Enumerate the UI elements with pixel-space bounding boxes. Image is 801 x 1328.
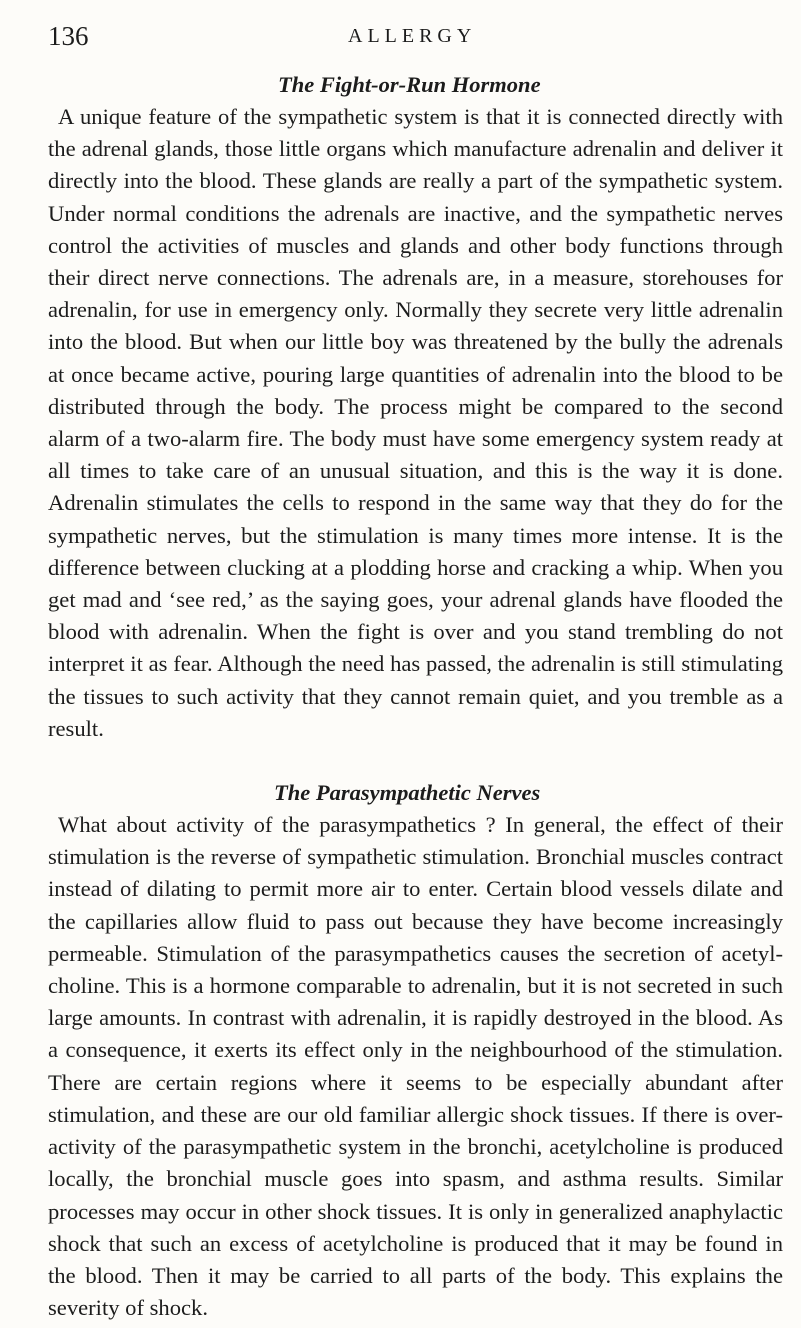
paragraph-parasympathetic: What about activity of the parasympathetics ? In general, the effect of their stimulation is the reverse of sympathetic stimulation. Bronchial muscles contract instead of dilating to permit more air to enter. Certain blood vessels dilate and the capillaries allow fluid to pass out because they have become increasingly permeable. Stimulation of the parasympathetics causes the secretion of acetylcholine. This is a hormone comparable to adrenalin, but it is not secreted in such large amounts. In contrast with adrenalin, it is rapidly destroyed in the blood. As a consequence, it exerts its effect only in the neighbourhood of the stimulation. There are certain regions where it seems to be especially abundant after stimulation, and these are our old familiar allergic shock tissues. If there is over-activity of the parasympathetic system in the bronchi, acetylcholine is produced locally, the bronchial muscle goes into spasm, and asthma results. Similar processes may occur in other shock tissues. It is only in generalized anaphylactic shock that such an excess of acetylcholine is produced that it may be found in the blood. Then it may be carried to all parts of the body. This explains the severity of shock. (48, 812, 783, 1321)
running-head: ALLERGY (348, 25, 477, 47)
section-heading-fight-or-run: The Fight-or-Run Hormone (278, 72, 541, 97)
body-text (48, 69, 783, 1324)
paragraph-fight-or-run: A unique feature of the sympathetic system is that it is connected directly with the adrenal glands, those little organs which manufacture adrenalin and deliver it directly into the blood. These glands are really a part of the sympathetic system. Under normal conditions the adrenals are inactive, and the sympathetic nerves control the activities of muscles and glands and other body functions through their direct nerve connections. The adrenals are, in a measure, storehouses for adrenalin, for use in emergency only. Normally they secrete very little adrenalin into the blood. But when our little boy was threatened by the bully the adrenals at once became active, pouring large quantities of adrenalin into the blood to be distributed through the body. The process might be compared to the second alarm of a two-alarm fire. The body must have some emergency system ready at all times to take care of an unusual situation, and this is the way it is done. Adrenalin stimulates the cells to respond in the same way that they do for the sympathetic nerves, but the stimulation is many times more intense. It is the difference between clucking at a plodding horse and cracking a whip. When you get mad and ‘see red,’ as the saying goes, your adrenal glands have flooded the blood with adrenalin. When the fight is over and you stand trembling do not interpret it as fear. Although the need has passed, the adrenalin is still stimulating the tissues to such activity that they cannot remain quiet, and you tremble as a result. (48, 104, 783, 741)
section-heading-parasympathetic: The Parasympathetic Nerves (274, 780, 541, 806)
page-header (48, 18, 780, 54)
page-number: 136 (48, 21, 89, 51)
